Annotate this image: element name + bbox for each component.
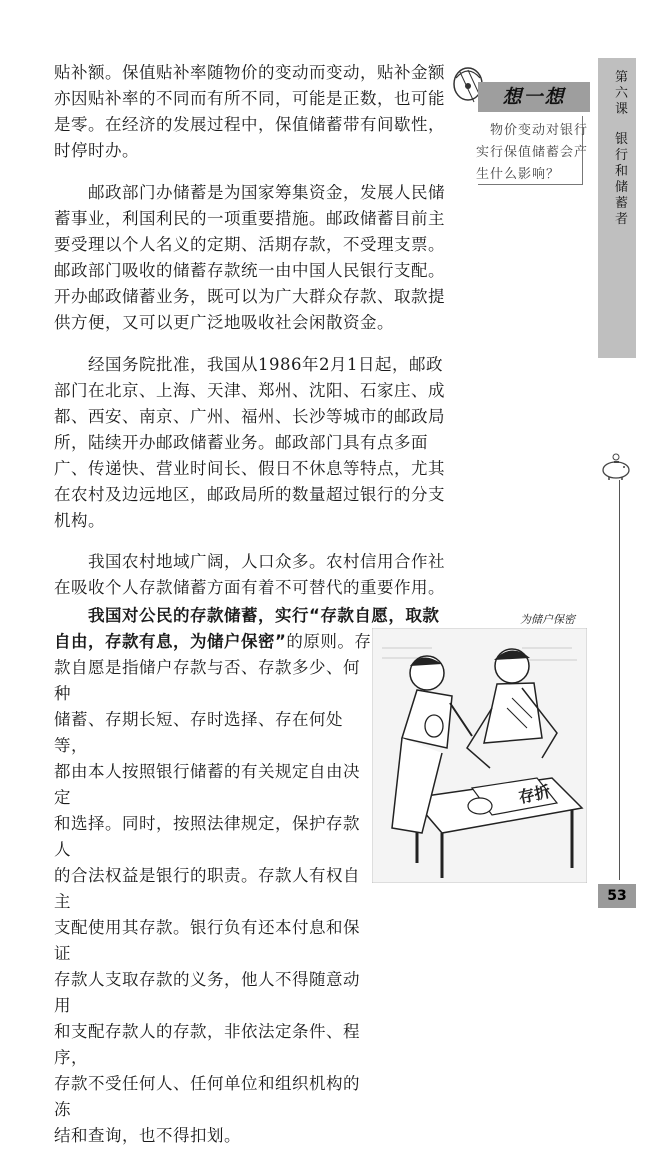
text-line: 机构。 xyxy=(54,511,105,530)
text-line: 要受理以个人名义的定期、活期存款，不受理支票。 xyxy=(54,235,445,254)
lesson-char: 第 xyxy=(614,70,630,85)
title-char: 者 xyxy=(614,212,630,227)
text-line: 贴补额。保值贴补率随物价的变动而变动，贴补金额 xyxy=(54,63,445,82)
illustration-caption: 为储户保密 xyxy=(520,613,575,626)
title-char: 蓄 xyxy=(614,196,630,211)
text-line: 存款不受任何人、任何单位和组织机构的冻 xyxy=(54,1074,360,1119)
text-line: 在农村及边远地区，邮政局所的数量超过银行的分支 xyxy=(54,485,445,504)
text-line: 广、传递快、营业时间长、假日不休息等特点，尤其 xyxy=(54,459,445,478)
think-question: 物价变动对银行实行保值储蓄会产生什么影响？ xyxy=(476,123,589,182)
text-line: 是零。在经济的发展过程中，保值储蓄带有间歇性， xyxy=(54,115,445,134)
text-line: 存款人支取存款的义务，他人不得随意动用 xyxy=(54,970,360,1015)
text: 的原则。存 xyxy=(286,632,372,651)
text-line: 结和查询，也不得扣划。 xyxy=(54,1126,241,1145)
text-line: 开办邮政储蓄业务，既可以为广大群众存款、取款提 xyxy=(54,287,445,306)
privacy-illustration xyxy=(372,628,587,883)
text-line: 款自愿是指储户存款与否、存款多少、何种 xyxy=(54,658,360,703)
paragraph-4 xyxy=(54,549,574,601)
passbook-label: 存折 xyxy=(516,781,553,807)
text-line: 邮政部门吸收的储蓄存款统一由中国人民银行支配。 xyxy=(54,261,445,280)
lesson-char: 课 xyxy=(614,102,630,117)
paragraph-5-continued xyxy=(54,655,374,1149)
title-char: 银 xyxy=(614,132,630,147)
lesson-char: 六 xyxy=(614,86,630,101)
text-line: 部门在北京、上海、天津、郑州、沈阳、石家庄、成 xyxy=(54,381,445,400)
text-line: 在吸收个人存款储蓄方面有着不可替代的重要作用。 xyxy=(54,578,445,597)
text-line: 的合法权益是银行的职责。存款人有权自主 xyxy=(54,866,360,911)
think-heading: 想一想 xyxy=(478,82,590,112)
chapter-label xyxy=(604,70,630,228)
paragraph-2 xyxy=(54,180,574,336)
margin-rule xyxy=(619,480,620,880)
text-line: 都、西安、南京、广州、福州、长沙等城市的邮政局 xyxy=(54,407,445,426)
text-line: 供方便，又可以更广泛地吸收社会闲散资金。 xyxy=(54,313,394,332)
text-line: 我国农村地域广阔，人口众多。农村信用合作社 xyxy=(54,552,445,571)
text-line: 储蓄、存期长短、存时选择、存在何处等， xyxy=(54,710,343,755)
title-char: 储 xyxy=(614,180,630,195)
bold-text: 自由，存款有息，为储户保密” xyxy=(54,632,287,651)
text-line: 都由本人按照银行储蓄的有关规定自由决定 xyxy=(54,762,360,807)
title-char: 行 xyxy=(614,148,630,163)
text-line: 支配使用其存款。银行负有还本付息和保证 xyxy=(54,918,360,963)
title-char: 和 xyxy=(614,164,630,179)
text-line: 经国务院批准，我国从1986年2月1日起，邮政 xyxy=(54,355,443,374)
text-line: 邮政部门办储蓄是为国家筹集资金，发展人民储 xyxy=(54,183,445,202)
bold-text-line: 我国对公民的存款储蓄，实行“存款自愿，取款 xyxy=(54,606,440,625)
text-line: 亦因贴补率的不同而有所不同，可能是正数，也可能 xyxy=(54,89,445,108)
text-line: 时停时办。 xyxy=(54,141,139,160)
piggy-bank-icon xyxy=(600,452,634,482)
text-line: 所，陆续开办邮政储蓄业务。邮政部门具有点多面 xyxy=(54,433,428,452)
text-line: 和选择。同时，按照法律规定，保护存款人 xyxy=(54,814,360,859)
paragraph-3 xyxy=(54,352,574,534)
text-line: 蓄事业，利国利民的一项重要措施。邮政储蓄目前主 xyxy=(54,209,445,228)
text-line: 和支配存款人的存款，非依法定条件、程序， xyxy=(54,1022,360,1067)
page-number: 53 xyxy=(598,884,636,908)
